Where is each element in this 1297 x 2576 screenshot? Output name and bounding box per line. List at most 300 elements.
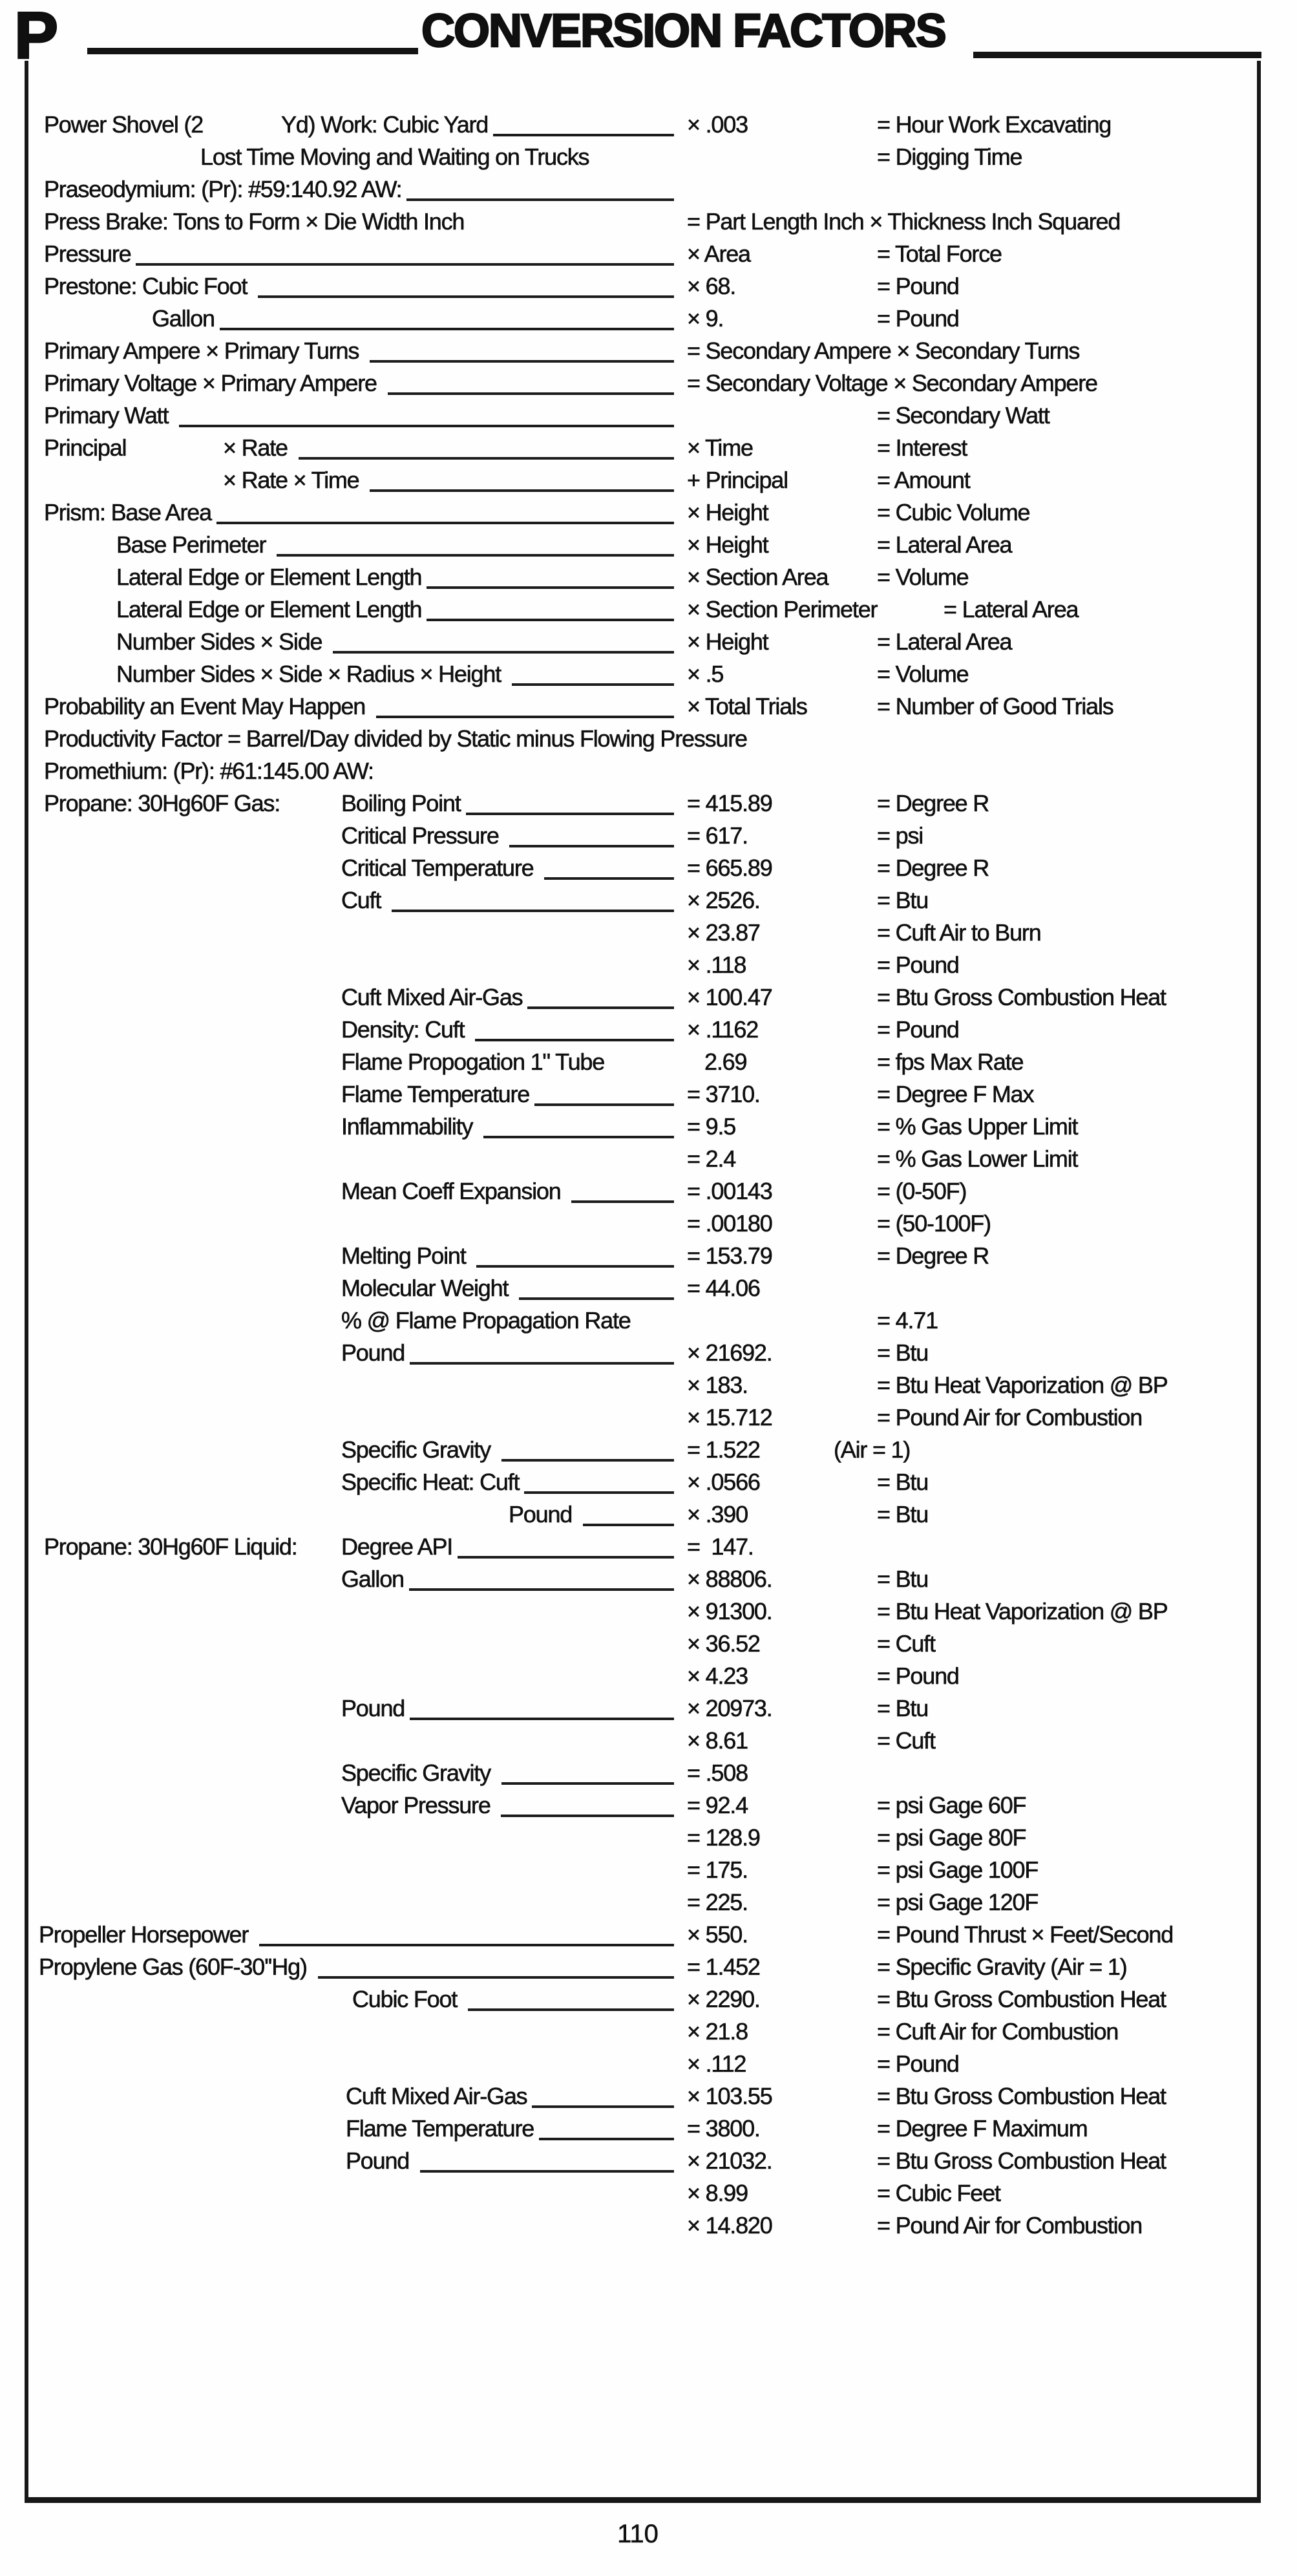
leader-line (539, 2113, 674, 2140)
row-result: = Pound Air for Combustion (877, 1404, 1143, 1431)
row-result: = Number of Good Trials (877, 693, 1113, 719)
row-label (39, 1919, 675, 1951)
row-result: = Specific Gravity (Air = 1) (877, 1953, 1127, 1980)
table-row (0, 464, 1297, 496)
row-result: = psi Gage 120F (877, 1889, 1039, 1915)
leader-line (427, 593, 674, 621)
row-factor: = 92.4 (687, 1792, 748, 1818)
table-row (0, 917, 1297, 949)
row-label (44, 335, 675, 367)
row-label (341, 1111, 675, 1143)
table-row (0, 2080, 1297, 2113)
row-factor: = .00180 (687, 1210, 772, 1237)
leader-line (571, 1175, 674, 1203)
leader-line (318, 1951, 674, 1979)
row-label (341, 1757, 675, 1789)
table-row (0, 1531, 1297, 1563)
row-label (341, 1692, 675, 1725)
row-result: = 4.71 (877, 1307, 938, 1334)
table-row (0, 2113, 1297, 2145)
leader-line (216, 496, 674, 524)
row-label (116, 626, 675, 658)
row-result: = Interest (877, 434, 967, 461)
row-result: = Pound Thrust × Feet/Second (877, 1921, 1174, 1948)
leader-line (392, 884, 674, 912)
row-factor: × .0566 (687, 1469, 760, 1495)
table-row (0, 1337, 1297, 1369)
row-label (341, 1563, 675, 1595)
row-label-text: Pound (346, 2147, 415, 2174)
row-label (341, 1175, 675, 1208)
row-label (341, 1240, 675, 1272)
row-label-text: Propeller Horsepower (39, 1921, 254, 1948)
row-result: = Pound (877, 2050, 959, 2077)
row-label (44, 690, 675, 723)
row-label-text: Gallon (152, 305, 215, 332)
row-result: = Degree R (877, 1242, 989, 1269)
row-label-text: Promethium: (Pr): #61:145.00 AW: (44, 758, 374, 784)
section-letter: P (14, 0, 58, 72)
leader-line (370, 335, 674, 363)
row-label (44, 723, 747, 755)
table-row (0, 820, 1297, 852)
leader-line (501, 1434, 674, 1462)
table-row (0, 981, 1297, 1014)
row-factor: × 21032. (687, 2147, 772, 2174)
row-factor: × .5 (687, 661, 724, 687)
table-row (0, 949, 1297, 981)
row-label (341, 1272, 675, 1304)
row-factor: × Total Trials (687, 693, 807, 719)
leader-line (519, 1272, 674, 1300)
row-result: = Btu (877, 1566, 929, 1592)
row-label-text: Praseodymium: (Pr): #59:140.92 AW: (44, 176, 402, 202)
leader-line (468, 1983, 674, 2011)
row-label (341, 1078, 675, 1111)
row-label-text: Cuft (341, 887, 387, 913)
leader-line (524, 1466, 674, 1494)
row-label-text: Power Shovel (2 (44, 111, 204, 138)
table-row (0, 1595, 1297, 1628)
table-row (0, 399, 1297, 432)
row-factor: = 128.9 (687, 1824, 760, 1851)
row-label (44, 109, 675, 141)
table-row (0, 884, 1297, 917)
table-row (0, 496, 1297, 529)
row-label-text: × Rate (223, 434, 293, 461)
table-row (0, 1434, 1297, 1466)
row-factor: × 23.87 (687, 919, 760, 946)
row-label-text: Number Sides × Side × Radius × Height (116, 661, 507, 687)
table-row (0, 1886, 1297, 1919)
row-label-text: Propylene Gas (60F-30''Hg) (39, 1953, 313, 1980)
row-label-text: Prism: Base Area (44, 499, 211, 526)
row-label-text: Propane: 30Hg60F Liquid: (44, 1533, 297, 1560)
row-factor: = Secondary Ampere × Secondary Turns (687, 337, 1080, 364)
row-label (509, 1498, 675, 1531)
row-label-text: Specific Gravity (341, 1760, 496, 1786)
row-factor: = 1.522 (687, 1436, 760, 1463)
row-factor: = Secondary Voltage × Secondary Ampere (687, 370, 1097, 396)
row-label-text: Pound (509, 1501, 578, 1528)
table-row (0, 1854, 1297, 1886)
row-result: = Cuft Air to Burn (877, 919, 1041, 946)
row-result: = Btu (877, 1469, 929, 1495)
table-row (0, 1983, 1297, 2016)
table-row (0, 1725, 1297, 1757)
row-factor: = 44.06 (687, 1275, 760, 1301)
row-label (346, 2080, 675, 2113)
row-label-text: Melting Point (341, 1242, 472, 1269)
table-row (0, 1240, 1297, 1272)
row-factor: × .118 (687, 952, 746, 978)
page-number: 110 (617, 2520, 659, 2548)
row-label (346, 2145, 675, 2177)
row-result: = Cuft (877, 1727, 935, 1754)
row-label-text: Mean Coeff Expansion (341, 1178, 567, 1204)
row-factor: = 9.5 (687, 1113, 736, 1140)
row-label (44, 399, 675, 432)
row-label (346, 2113, 675, 2145)
row-factor: × 4.23 (687, 1663, 748, 1689)
row-label-text: Cubic Foot (352, 1986, 463, 2012)
leader-line (370, 464, 674, 492)
table-row (0, 1498, 1297, 1531)
row-factor: × 8.61 (687, 1727, 748, 1754)
leader-line (466, 787, 674, 815)
row-label (44, 496, 675, 529)
leader-line (527, 981, 674, 1009)
row-label-text: Lost Time Moving and Waiting on Trucks (200, 144, 589, 170)
row-label-text: Degree API (341, 1533, 453, 1560)
table-row (0, 367, 1297, 399)
row-result: = Btu (877, 1339, 929, 1366)
table-row (0, 1369, 1297, 1401)
row-label-text: Probability an Event May Happen (44, 693, 371, 719)
leader-line (476, 1240, 674, 1268)
row-factor: × 103.55 (687, 2083, 772, 2109)
row-result: = % Gas Lower Limit (877, 1145, 1078, 1172)
table-row (0, 1272, 1297, 1304)
row-label (341, 1046, 604, 1078)
leader-line (420, 2145, 674, 2173)
row-result: = Secondary Watt (877, 402, 1049, 429)
leader-line (376, 690, 674, 718)
row-factor: = 1.452 (687, 1953, 760, 1980)
row-label (116, 593, 675, 626)
row-factor: × Height (687, 531, 768, 558)
table-row (0, 626, 1297, 658)
table-row (0, 1789, 1297, 1822)
table-row (0, 1919, 1297, 1951)
row-label-text: Pound (341, 1339, 405, 1366)
row-label (44, 1531, 675, 1563)
row-result: = Hour Work Excavating (877, 111, 1112, 138)
row-label (341, 1337, 675, 1369)
row-label-text: Primary Voltage × Primary Ampere (44, 370, 383, 396)
table-row (0, 787, 1297, 820)
table-row (0, 1175, 1297, 1208)
table-row (0, 1951, 1297, 1983)
leader-line (483, 1111, 674, 1138)
leader-line (509, 820, 674, 847)
table-row (0, 109, 1297, 141)
row-result: = Pound (877, 1663, 959, 1689)
row-label (44, 755, 374, 787)
row-factor: = 617. (687, 822, 748, 849)
row-factor: × 2290. (687, 1986, 760, 2012)
row-result: = Btu Heat Vaporization @ BP (877, 1372, 1168, 1398)
row-factor: × Section Area (687, 564, 828, 590)
row-factor: = 225. (687, 1889, 748, 1915)
row-result: = Volume (877, 661, 969, 687)
row-factor: × 2526. (687, 887, 760, 913)
table-row (0, 2209, 1297, 2242)
row-result: = Amount (877, 467, 970, 493)
row-factor: × Height (687, 499, 768, 526)
row-result: = Lateral Area (877, 628, 1012, 655)
row-label-text: Critical Temperature (341, 855, 540, 881)
row-result: = Cuft (877, 1630, 935, 1657)
leader-line (410, 1337, 674, 1365)
leader-line (259, 1919, 674, 1946)
table-row (0, 1304, 1297, 1337)
row-result: = Cubic Volume (877, 499, 1030, 526)
leader-line (534, 1078, 674, 1106)
row-factor: × Area (687, 240, 750, 267)
row-result: = Degree F Max (877, 1081, 1034, 1107)
row-label-text: Inflammability (341, 1113, 479, 1140)
row-label-text: Cuft Mixed Air-Gas (341, 984, 523, 1010)
row-label-text: Productivity Factor = Barrel/Day divided by Static minus Flowing Pressure (44, 725, 747, 752)
row-factor: × Height (687, 628, 768, 655)
row-result: = Pound (877, 952, 959, 978)
table-row (0, 1563, 1297, 1595)
row-result: = Btu Gross Combustion Heat (877, 984, 1166, 1010)
row-result: = Btu Gross Combustion Heat (877, 2147, 1166, 2174)
row-label (44, 787, 675, 820)
table-row (0, 2145, 1297, 2177)
row-label (341, 1789, 675, 1822)
row-result: = Btu Heat Vaporization @ BP (877, 1598, 1168, 1624)
leader-line (583, 1498, 674, 1526)
table-row (0, 2177, 1297, 2209)
row-factor: × 100.47 (687, 984, 772, 1010)
row-result: = (0-50F) (877, 1178, 967, 1204)
row-result: = Btu Gross Combustion Heat (877, 2083, 1166, 2109)
row-factor: = .00143 (687, 1178, 772, 1204)
row-result: = psi Gage 100F (877, 1857, 1039, 1883)
table-row (0, 1014, 1297, 1046)
leader-line (388, 367, 674, 395)
row-result: = fps Max Rate (877, 1048, 1024, 1075)
row-factor: × 550. (687, 1921, 748, 1948)
row-label-text: Specific Heat: Cuft (341, 1469, 520, 1495)
table-row (0, 1208, 1297, 1240)
row-label (352, 1983, 675, 2016)
row-label-text: Gallon (341, 1566, 404, 1592)
row-factor: × 36.52 (687, 1630, 760, 1657)
leader-line (409, 1563, 674, 1591)
row-label (200, 141, 589, 173)
table-row (0, 529, 1297, 561)
table-row (0, 303, 1297, 335)
table-row (0, 1078, 1297, 1111)
row-label (44, 173, 675, 206)
row-result: = Digging Time (877, 144, 1022, 170)
table-row (0, 723, 1297, 755)
row-label (39, 1951, 675, 1983)
row-factor: × .112 (687, 2050, 746, 2077)
table-row (0, 852, 1297, 884)
row-label (44, 238, 675, 270)
table-row (0, 755, 1297, 787)
row-factor: = .508 (687, 1760, 748, 1786)
row-label-text: Primary Ampere × Primary Turns (44, 337, 364, 364)
row-label (116, 529, 675, 561)
leader-line (493, 109, 674, 136)
row-factor: = 153.79 (687, 1242, 772, 1269)
row-result: = Degree F Maximum (877, 2115, 1088, 2142)
leader-line (406, 173, 674, 201)
row-result: = Lateral Area (944, 596, 1079, 623)
row-factor: × .003 (687, 111, 748, 138)
row-label-text: Prestone: Cubic Foot (44, 273, 253, 299)
row-label-text: Primary Watt (44, 402, 174, 429)
row-factor: = 175. (687, 1857, 748, 1883)
table-row (0, 1401, 1297, 1434)
row-label-text: Critical Pressure (341, 822, 505, 849)
row-result: = Degree R (877, 855, 989, 881)
row-result: = Pound (877, 273, 959, 299)
table-row (0, 2016, 1297, 2048)
row-label-text: % @ Flame Propagation Rate (341, 1307, 631, 1334)
row-result: = Btu Gross Combustion Heat (877, 1986, 1166, 2012)
table-row (0, 1046, 1297, 1078)
row-factor: × 9. (687, 305, 724, 332)
row-result: = Volume (877, 564, 969, 590)
row-result: = Total Force (877, 240, 1002, 267)
row-factor: × .390 (687, 1501, 748, 1528)
row-label-text: Propane: 30Hg60F Gas: (44, 790, 280, 816)
leader-line (258, 270, 674, 298)
page-title: CONVERSION FACTORS (421, 5, 945, 57)
row-label (341, 1434, 675, 1466)
leader-line (544, 852, 674, 880)
leader-line (333, 626, 674, 654)
row-factor: = 147. (687, 1533, 754, 1560)
table-row (0, 593, 1297, 626)
table-row (0, 270, 1297, 303)
leader-line (410, 1692, 674, 1720)
row-result: = % Gas Upper Limit (877, 1113, 1078, 1140)
leader-line (501, 1789, 674, 1817)
row-factor: = 665.89 (687, 855, 772, 881)
row-label-text: Base Perimeter (116, 531, 272, 558)
row-label (116, 561, 675, 593)
row-factor: × 15.712 (687, 1404, 772, 1431)
row-result: = Lateral Area (877, 531, 1012, 558)
row-label (44, 367, 675, 399)
row-result: = Btu (877, 887, 929, 913)
row-label (341, 1304, 631, 1337)
leader-line (299, 432, 674, 460)
row-label-text: Yd) Work: Cubic Yard (281, 111, 489, 138)
table-row (0, 1822, 1297, 1854)
leader-line (532, 2080, 674, 2108)
row-result: = Cubic Feet (877, 2180, 1000, 2206)
table-row (0, 1628, 1297, 1660)
row-label-text: Principal (44, 434, 127, 461)
row-label (341, 852, 675, 884)
table-row (0, 238, 1297, 270)
table-row (0, 335, 1297, 367)
row-factor: × .1162 (687, 1016, 759, 1043)
row-factor: × Section Perimeter (687, 596, 878, 623)
table-row (0, 1692, 1297, 1725)
row-factor: × 21.8 (687, 2018, 748, 2045)
table-row (0, 432, 1297, 464)
row-label-text: Lateral Edge or Element Length (116, 564, 422, 590)
table-row (0, 206, 1297, 238)
row-result: = Btu (877, 1501, 929, 1528)
row-label-text: Molecular Weight (341, 1275, 514, 1301)
row-factor: × 183. (687, 1372, 748, 1398)
row-label-text: Lateral Edge or Element Length (116, 596, 422, 623)
row-result: = Degree R (877, 790, 989, 816)
leader-line (179, 399, 674, 427)
row-result: = psi Gage 80F (877, 1824, 1026, 1851)
leader-line (277, 529, 674, 557)
row-factor: × Time (687, 434, 753, 461)
leader-line (458, 1531, 674, 1559)
row-label (44, 206, 464, 238)
table-row (0, 141, 1297, 173)
row-factor: × 88806. (687, 1566, 772, 1592)
table-row (0, 2048, 1297, 2080)
row-factor: × 21692. (687, 1339, 772, 1366)
row-result: = psi (877, 822, 923, 849)
table-row (0, 1143, 1297, 1175)
row-label-text: Flame Propogation 1" Tube (341, 1048, 605, 1075)
row-factor: = 3710. (687, 1081, 760, 1107)
row-factor: × 68. (687, 273, 736, 299)
row-label-text: × Rate × Time (223, 467, 365, 493)
row-result: = Btu (877, 1695, 929, 1721)
leader-line (427, 561, 674, 589)
row-label-text: Density: Cuft (341, 1016, 470, 1043)
row-result: = psi Gage 60F (877, 1792, 1026, 1818)
row-factor: = Part Length Inch × Thickness Inch Squared (687, 208, 1121, 235)
row-label (341, 1466, 675, 1498)
row-label (341, 981, 675, 1014)
table-row (0, 690, 1297, 723)
row-label (44, 432, 675, 464)
leader-line (501, 1757, 674, 1785)
row-label-text: Flame Temperature (341, 1081, 530, 1107)
row-factor: = 2.4 (687, 1145, 736, 1172)
row-label-text: Boiling Point (341, 790, 461, 816)
row-factor: × 20973. (687, 1695, 772, 1721)
row-factor: 2.69 (704, 1048, 747, 1075)
row-label (116, 658, 675, 690)
row-label-text: Vapor Pressure (341, 1792, 496, 1818)
row-label-text: Pound (341, 1695, 405, 1721)
leader-line (136, 238, 674, 266)
table-row (0, 1111, 1297, 1143)
leader-line (512, 658, 674, 686)
row-label (152, 303, 675, 335)
